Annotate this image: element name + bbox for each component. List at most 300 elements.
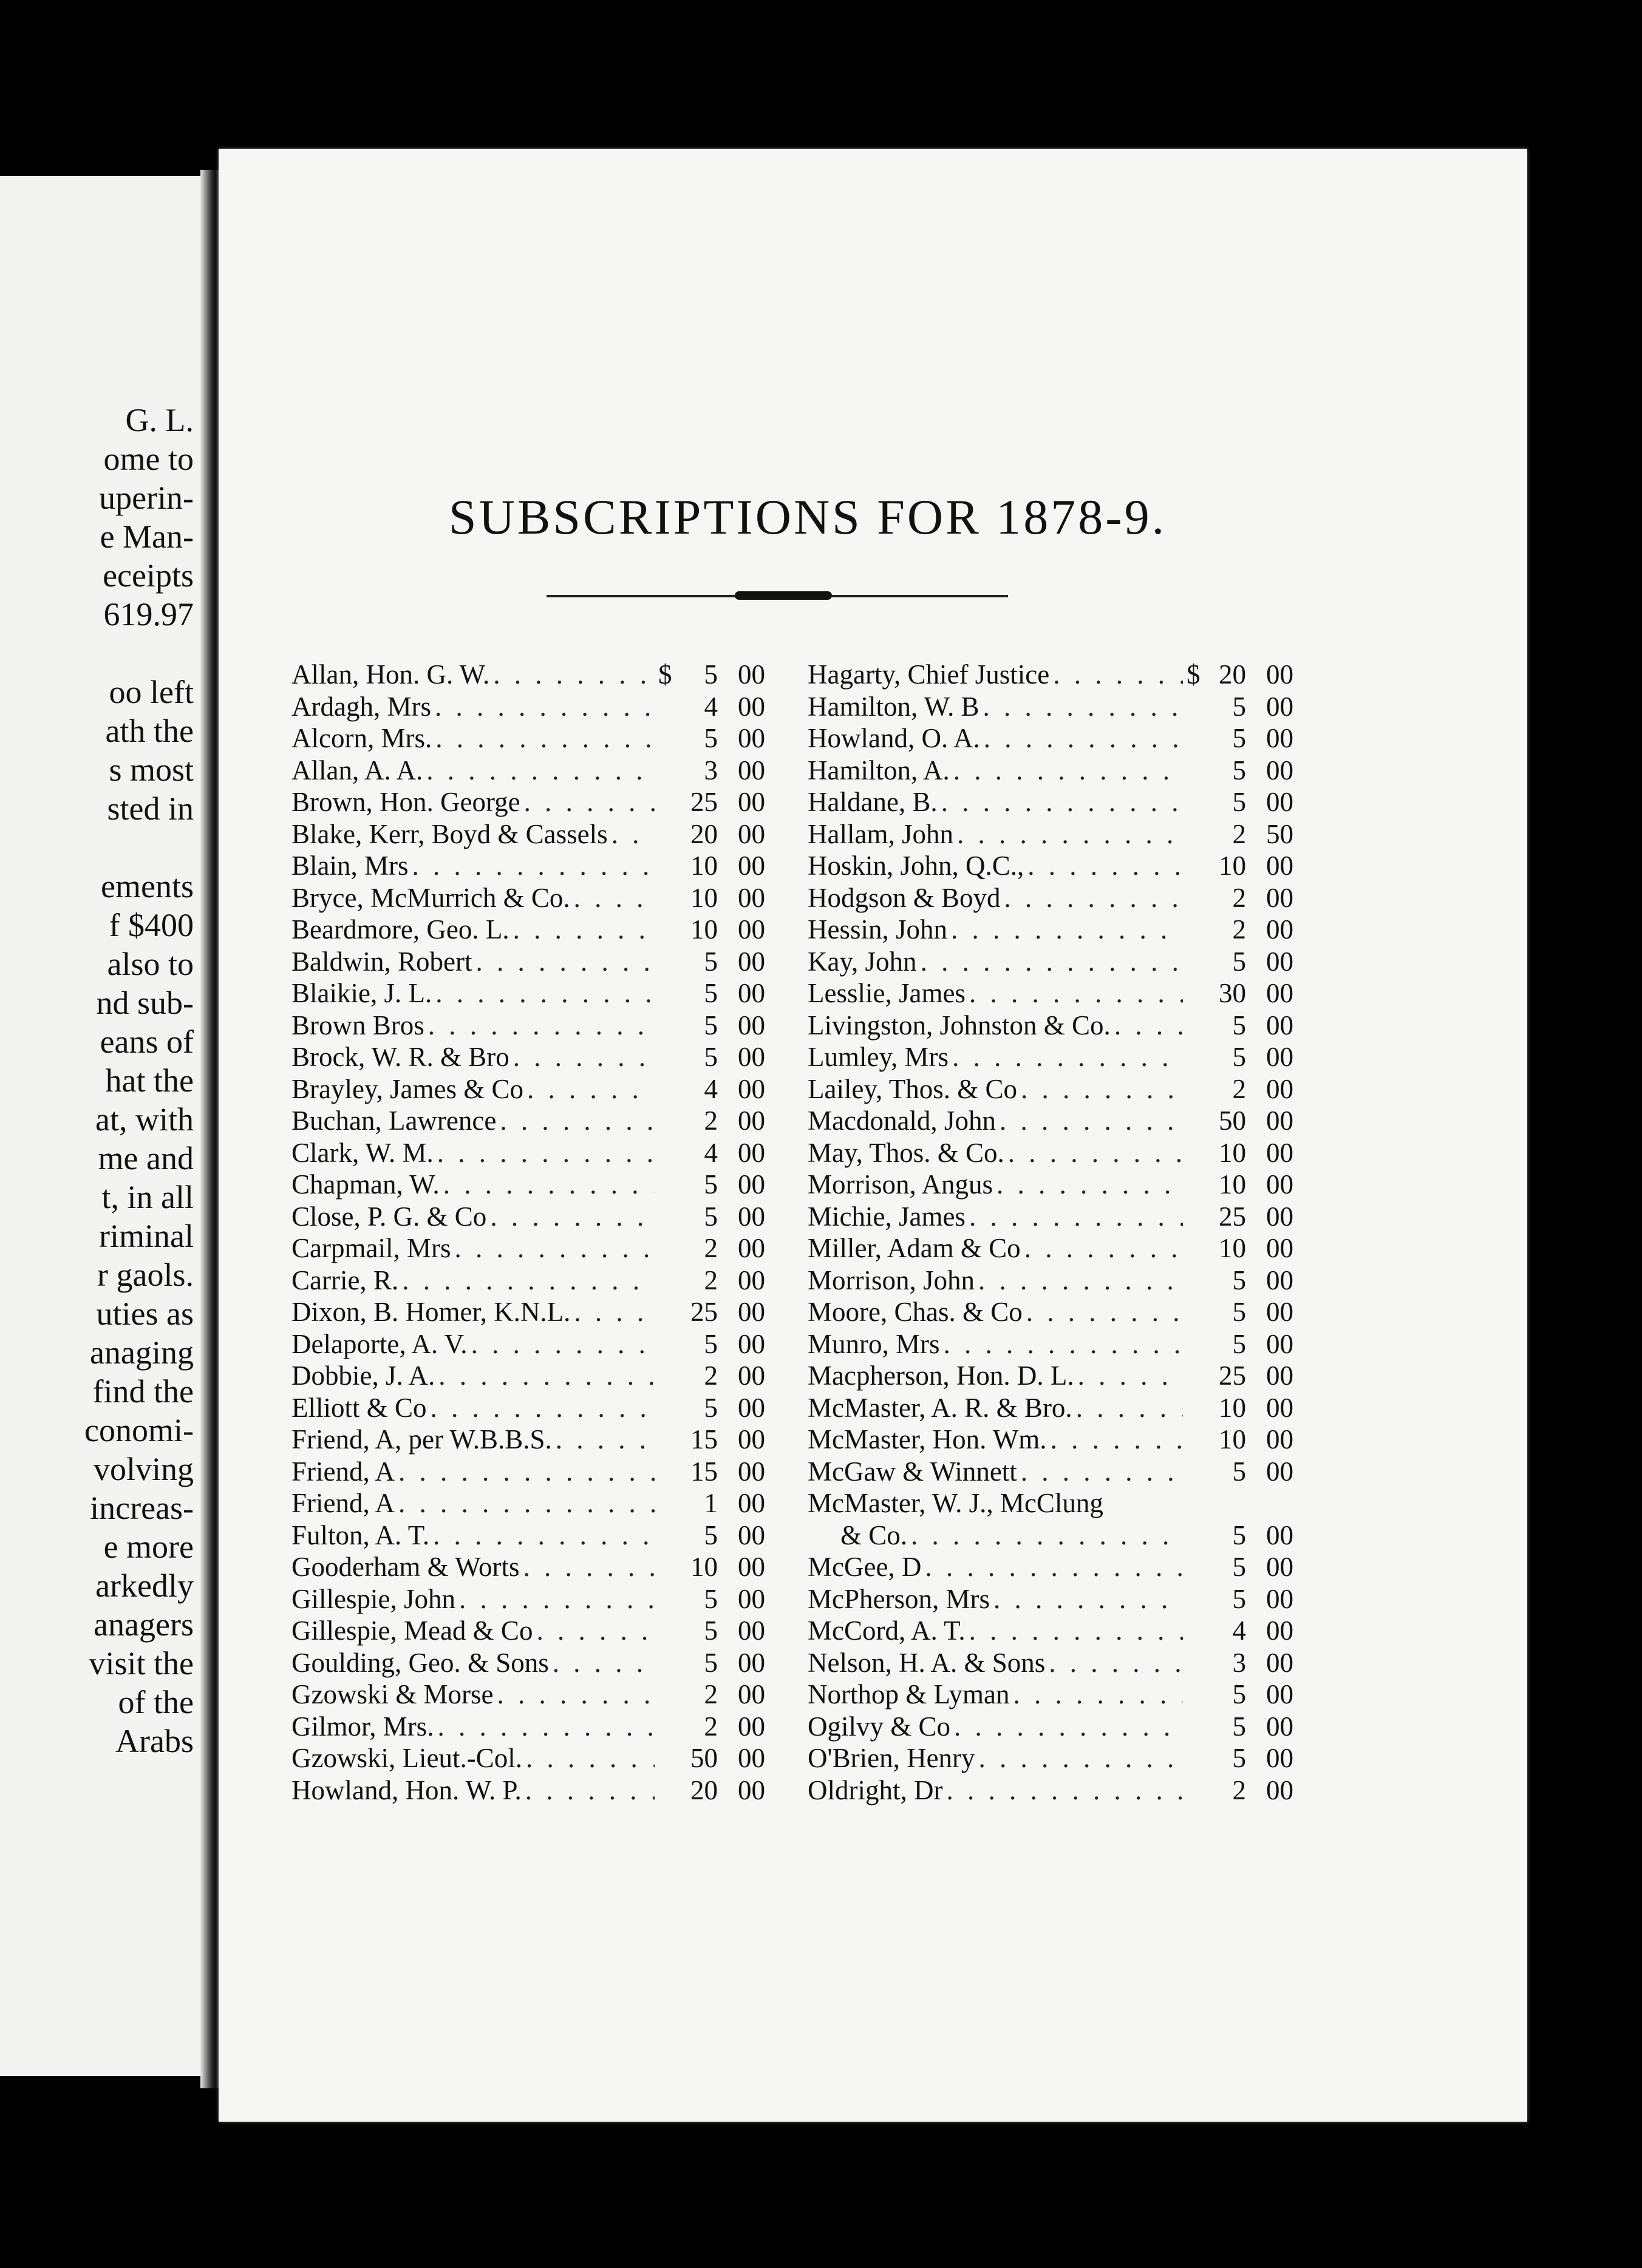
dot-leader [911,1519,1183,1551]
amount-cents: 00 [1266,1169,1293,1200]
previous-page-line: at, with [95,1101,194,1138]
dot-leader [402,1265,655,1296]
dot-leader [437,1711,655,1742]
subscriber-name: Ogilvy & Co [808,1711,951,1742]
amount-cents: 00 [738,1583,765,1614]
dot-leader [1013,1679,1183,1710]
subscriber-name: Allan, A. A. [291,755,423,786]
subscriber-name: Howland, Hon. W. P. [291,1774,522,1805]
subscriber-name: Brock, W. R. & Bro [291,1042,509,1072]
subscriber-name: Macdonald, John [808,1105,996,1136]
previous-page-line: increas- [90,1490,194,1526]
title-rule-ornament [735,591,832,600]
subscriber-name: Gooderham & Worts [291,1552,520,1582]
subscriber-name: Moore, Chas. & Co [808,1297,1023,1327]
subscription-entry [291,1169,765,1201]
subscription-entry [291,722,765,755]
amount-cents: 00 [738,1042,765,1072]
amount-cents: 00 [1266,946,1293,977]
amount-cents: 00 [1266,914,1293,945]
amount-cents: 50 [1266,818,1293,849]
subscriber-name: Alcorn, Mrs. [291,723,432,753]
subscription-entry [808,1647,1293,1679]
subscription-entry [808,1456,1293,1488]
amount-dollars: 10 [1219,1424,1246,1455]
page-title: SUBSCRIPTIONS FOR 1878-9. [448,489,1167,545]
dot-leader [953,755,1183,786]
dot-leader [941,786,1183,818]
previous-page-fragment [0,176,216,2076]
subscriber-name: Lesslie, James [808,978,966,1008]
subscriber-name: Bryce, McMurrich & Co. [291,882,570,913]
amount-cents: 00 [738,1233,765,1263]
amount-cents: 00 [738,1488,765,1518]
dot-leader [493,659,655,690]
previous-page-line: anagers [94,1606,194,1643]
amount-cents: 00 [1266,1201,1293,1232]
dot-leader [426,755,655,786]
subscription-entry [808,1679,1293,1711]
dot-leader [969,977,1183,1009]
previous-page-line: e Man- [100,518,194,555]
amount-dollars: 10 [1219,1392,1246,1423]
subscription-entry [291,1296,765,1328]
subscription-entry [291,1010,765,1042]
amount-cents: 00 [738,723,765,753]
amount-cents: 00 [1266,850,1293,881]
amount-dollars: 5 [1232,1743,1246,1773]
amount-dollars: 5 [704,1328,718,1359]
dot-leader [574,882,655,914]
amount-dollars: 2 [1232,1073,1246,1104]
dot-leader [1076,1392,1183,1424]
subscriber-name: O'Brien, Henry [808,1743,975,1773]
amount-dollars: 25 [1219,1360,1246,1391]
amount-cents: 00 [738,1774,765,1805]
amount-dollars: 4 [704,1137,718,1168]
amount-dollars: 3 [704,755,718,786]
amount-cents: 00 [738,1137,765,1168]
subscription-entry [808,1296,1293,1328]
amount-cents: 00 [1266,1456,1293,1487]
amount-dollars: 10 [690,914,718,945]
amount-cents: 00 [1266,1647,1293,1678]
amount-cents: 00 [1266,1297,1293,1327]
dot-leader [497,1679,655,1710]
previous-page-line: hat the [105,1062,194,1099]
subscription-entry [808,1742,1293,1774]
subscriber-name: Elliott & Co [291,1392,427,1423]
amount-dollars: 2 [1232,818,1246,849]
amount-cents: 00 [738,1105,765,1136]
amount-dollars: 5 [1232,1328,1246,1359]
subscriber-name: Livingston, Johnston & Co. [808,1010,1111,1041]
amount-dollars: 5 [1232,1456,1246,1487]
subscriber-name: Lailey, Thos. & Co [808,1073,1017,1104]
subscription-entry [808,977,1293,1010]
dot-leader [556,1424,655,1455]
amount-cents: 00 [738,1297,765,1327]
amount-cents: 00 [738,818,765,849]
amount-dollars: 5 [1232,787,1246,817]
previous-page-line: find the [92,1373,194,1410]
dot-leader [475,946,655,977]
subscriber-name: McPherson, Mrs [808,1583,990,1614]
dot-leader [979,1742,1183,1774]
subscriber-name: Hodgson & Boyd [808,882,1001,913]
subscription-entry [808,914,1293,946]
subscription-entry [291,1137,765,1169]
dot-leader [500,1105,655,1136]
previous-page-line: anaging [90,1334,194,1371]
amount-dollars: 2 [1232,914,1246,945]
dot-leader [490,1201,655,1232]
subscription-entry [291,1328,765,1360]
amount-dollars: 4 [704,1073,718,1104]
subscriber-name: Gillespie, Mead & Co [291,1615,533,1646]
dollar-sign: $ [1187,659,1201,690]
amount-dollars: 5 [704,946,718,977]
amount-dollars: 20 [690,1774,718,1805]
previous-page-line: of the [118,1684,194,1720]
subscription-entry [291,1105,765,1137]
subscription-entry [291,1201,765,1233]
dot-leader [471,1328,655,1360]
subscriber-name: Hessin, John [808,914,948,945]
dollar-sign: $ [658,659,672,690]
subscription-entry [291,1424,765,1456]
previous-page-line: Arabs [115,1723,194,1759]
previous-page-line: uperin- [99,480,194,516]
amount-dollars: 50 [1219,1105,1246,1136]
subscriber-name: Munro, Mrs [808,1328,940,1359]
subscription-entry [808,1774,1293,1807]
subscriber-list-left [291,659,765,1806]
subscriber-name: Delaporte, A. V. [291,1328,468,1359]
subscriber-name: Friend, A [291,1488,395,1518]
subscriber-name: Miller, Adam & Co [808,1233,1021,1263]
dot-leader [438,1360,655,1391]
subscription-entry [291,1265,765,1297]
amount-dollars: 5 [704,1583,718,1614]
subscription-entry [291,659,765,691]
amount-dollars: 5 [1232,1552,1246,1582]
dot-leader [946,1774,1183,1806]
subscriber-name: Chapman, W. [291,1169,440,1200]
amount-cents: 00 [1266,723,1293,753]
amount-cents: 00 [1266,1073,1293,1104]
amount-dollars: 5 [704,723,718,753]
amount-dollars: 25 [690,1297,718,1327]
previous-page-line: nd sub- [96,985,194,1021]
subscription-entry [291,1360,765,1392]
subscription-entry [808,1487,1293,1519]
dot-leader [957,818,1183,850]
subscription-entry [808,659,1293,691]
subscription-entry [291,1392,765,1424]
dot-leader [1051,1424,1183,1455]
subscription-entry [808,1360,1293,1392]
subscriber-name: McMaster, W. J., McClung [808,1488,1103,1518]
dot-leader [944,1328,1183,1360]
previous-page-line: ome to [103,441,194,477]
amount-dollars: 5 [1232,1265,1246,1295]
dot-leader [398,1456,655,1487]
dot-leader [523,1551,655,1583]
previous-page-line: t, in all [101,1179,194,1215]
subscription-entry [291,1742,765,1774]
subscription-entry [808,1392,1293,1424]
amount-cents: 00 [738,1360,765,1391]
amount-dollars: 15 [690,1424,718,1455]
amount-dollars: 5 [704,1647,718,1678]
subscriber-name: Morrison, John [808,1265,975,1295]
dot-leader [996,1169,1183,1200]
dot-leader [1114,1010,1183,1041]
subscription-entry [808,1105,1293,1137]
amount-dollars: 4 [1232,1615,1246,1646]
amount-cents: 00 [1266,1424,1293,1455]
subscription-entry [808,946,1293,978]
amount-cents: 00 [738,1010,765,1041]
dot-leader [536,1615,655,1646]
dot-leader [983,691,1183,722]
dot-leader [437,1137,655,1169]
amount-dollars: 5 [1232,1297,1246,1327]
amount-cents: 00 [738,1456,765,1487]
amount-cents: 00 [738,1265,765,1295]
subscription-entry [291,818,765,850]
dot-leader [611,818,655,850]
amount-dollars: 1 [704,1488,718,1518]
amount-dollars: 5 [1232,1679,1246,1709]
subscriber-name: & Co. [840,1519,908,1550]
subscriber-name: Blaikie, J. L. [291,978,432,1008]
subscription-entry [808,786,1293,818]
dot-leader [513,914,655,945]
amount-cents: 00 [1266,1105,1293,1136]
subscriber-name: Brown Bros [291,1010,424,1041]
amount-cents: 00 [1266,1328,1293,1359]
subscriber-name: Dixon, B. Homer, K.N.L. [291,1297,571,1327]
subscriber-name: McMaster, A. R. & Bro. [808,1392,1072,1423]
subscriber-name: Friend, A, per W.B.B.S. [291,1424,552,1455]
dot-leader [978,1265,1183,1296]
amount-dollars: 5 [1232,1042,1246,1072]
amount-dollars: 2 [704,1265,718,1295]
dot-leader [1004,882,1183,914]
subscription-entry [808,722,1293,755]
dot-leader [398,1487,655,1519]
previous-page-line: visit the [89,1645,194,1682]
amount-dollars: 10 [1219,1169,1246,1200]
subscriber-name: Buchan, Lawrence [291,1105,497,1136]
amount-dollars: 5 [1232,723,1246,753]
amount-cents: 00 [1266,1233,1293,1263]
amount-cents: 00 [1266,691,1293,722]
subscriber-name: Gilmor, Mrs. [291,1711,434,1742]
subscriber-name: Kay, John [808,946,917,977]
subscriber-name: Hamilton, W. B [808,691,979,722]
dot-leader [952,1041,1183,1073]
subscription-entry [808,1265,1293,1297]
dot-leader [984,722,1183,754]
subscription-entry [291,977,765,1010]
amount-cents: 00 [738,850,765,881]
subscription-entry [808,1073,1293,1105]
dot-leader [1024,1232,1183,1264]
subscriber-name: Baldwin, Robert [291,946,472,977]
amount-cents: 00 [738,1679,765,1709]
amount-dollars: 5 [704,978,718,1008]
amount-cents: 00 [738,1519,765,1550]
dot-leader [1053,659,1183,690]
subscriber-name: Hagarty, Chief Justice [808,659,1050,690]
subscription-entry [291,850,765,882]
amount-cents: 00 [1266,1010,1293,1041]
dot-leader [921,946,1183,977]
subscription-entry [808,1010,1293,1042]
subscriber-name: Brown, Hon. George [291,787,520,817]
amount-cents: 00 [738,787,765,817]
previous-page-line: ath the [105,713,194,749]
subscriber-name: Dobbie, J. A. [291,1360,435,1391]
subscription-entry [291,1041,765,1073]
subscription-entry [291,1647,765,1679]
amount-cents: 00 [738,1169,765,1200]
subscriber-name: Morrison, Angus [808,1169,993,1200]
amount-dollars: 10 [690,1552,718,1582]
dot-leader [969,1201,1183,1232]
subscriber-name: Nelson, H. A. & Sons [808,1647,1046,1678]
previous-page-line: riminal [99,1218,194,1254]
subscriber-name: Hoskin, John, Q.C., [808,850,1024,881]
dot-leader [526,1742,655,1774]
subscription-entry [808,1201,1293,1233]
amount-dollars: 5 [1232,1010,1246,1041]
amount-dollars: 5 [704,1519,718,1550]
dot-leader [412,850,655,881]
subscription-entry [291,1774,765,1807]
amount-cents: 00 [1266,1137,1293,1168]
amount-cents: 00 [738,1328,765,1359]
amount-cents: 00 [1266,1711,1293,1742]
subscriber-name: McGaw & Winnett [808,1456,1017,1487]
previous-page-line: s most [109,752,194,788]
amount-cents: 00 [738,914,765,945]
dot-leader [954,1711,1183,1742]
subscription-entry [291,1679,765,1711]
amount-dollars: 5 [1232,1711,1246,1742]
amount-cents: 00 [738,691,765,722]
amount-cents: 00 [1266,1519,1293,1550]
subscriber-name: Macpherson, Hon. D. L. [808,1360,1074,1391]
amount-cents: 00 [1266,1552,1293,1582]
dot-leader [443,1169,655,1200]
amount-dollars: 4 [704,691,718,722]
amount-dollars: 50 [690,1743,718,1773]
dot-leader [951,914,1183,945]
dot-leader [1078,1360,1183,1391]
subscription-entry [808,1169,1293,1201]
amount-cents: 00 [738,882,765,913]
dot-leader [527,1073,655,1105]
subscriber-name: Hallam, John [808,818,953,849]
previous-page-line: eans of [100,1024,194,1060]
amount-cents: 00 [1266,787,1293,817]
amount-cents: 00 [1266,755,1293,786]
dot-leader [433,1519,655,1551]
subscriber-name: Hamilton, A. [808,755,950,786]
dot-leader [1021,1073,1183,1105]
subscriber-name: Beardmore, Geo. L. [291,914,509,945]
previous-page-line: conomi- [84,1412,194,1448]
amount-cents: 00 [738,946,765,977]
subscriber-name: Clark, W. M. [291,1137,434,1168]
previous-page-line: ements [101,868,194,905]
amount-cents: 00 [738,1552,765,1582]
subscription-entry [291,1456,765,1488]
amount-dollars: 10 [1219,1137,1246,1168]
previous-page-line: also to [107,946,194,982]
previous-page-line: volving [93,1451,194,1487]
subscription-entry [808,1519,1293,1552]
subscription-entry [808,1328,1293,1360]
amount-dollars: 5 [704,1010,718,1041]
dot-leader [969,1615,1183,1646]
amount-cents: 00 [738,978,765,1008]
subscription-entry [291,1232,765,1265]
subscriber-name: Fulton, A. T. [291,1519,430,1550]
amount-dollars: 2 [704,1679,718,1709]
subscription-entry [808,691,1293,723]
subscriber-name: McCord, A. T. [808,1615,966,1646]
subscription-entry [291,1583,765,1615]
dot-leader [1026,1296,1183,1328]
subscriber-name: Friend, A [291,1456,395,1487]
amount-dollars: 2 [704,1105,718,1136]
subscription-entry [291,1073,765,1105]
amount-dollars: 10 [690,850,718,881]
subscriber-name: Allan, Hon. G. W. [291,659,490,690]
subscription-entry [808,755,1293,787]
subscription-entry [291,691,765,723]
subscriber-name: Gzowski & Morse [291,1679,494,1709]
subscriber-name: Gillespie, John [291,1583,455,1614]
dot-leader [435,722,655,754]
amount-dollars: 5 [1232,1583,1246,1614]
subscription-entry [291,1487,765,1519]
previous-page-line: me and [98,1140,194,1176]
amount-cents: 00 [738,1392,765,1423]
subscriber-name: Blake, Kerr, Boyd & Cassels [291,818,608,849]
amount-dollars: 5 [704,1392,718,1423]
subscriber-list-right [808,659,1293,1806]
amount-dollars: 5 [704,1201,718,1232]
subscriber-name: May, Thos. & Co. [808,1137,1004,1168]
previous-page-line: arkedly [95,1567,194,1604]
subscription-entry [291,1551,765,1583]
amount-cents: 00 [1266,1392,1293,1423]
subscription-entry [808,850,1293,882]
amount-dollars: 5 [1232,1519,1246,1550]
amount-dollars: 3 [1232,1647,1246,1678]
previous-page-line: 619.97 [103,596,194,633]
amount-dollars: 20 [1219,659,1246,690]
amount-dollars: 5 [1232,946,1246,977]
subscriber-name: McMaster, Hon. Wm. [808,1424,1047,1455]
previous-page-line: oo left [109,674,194,710]
